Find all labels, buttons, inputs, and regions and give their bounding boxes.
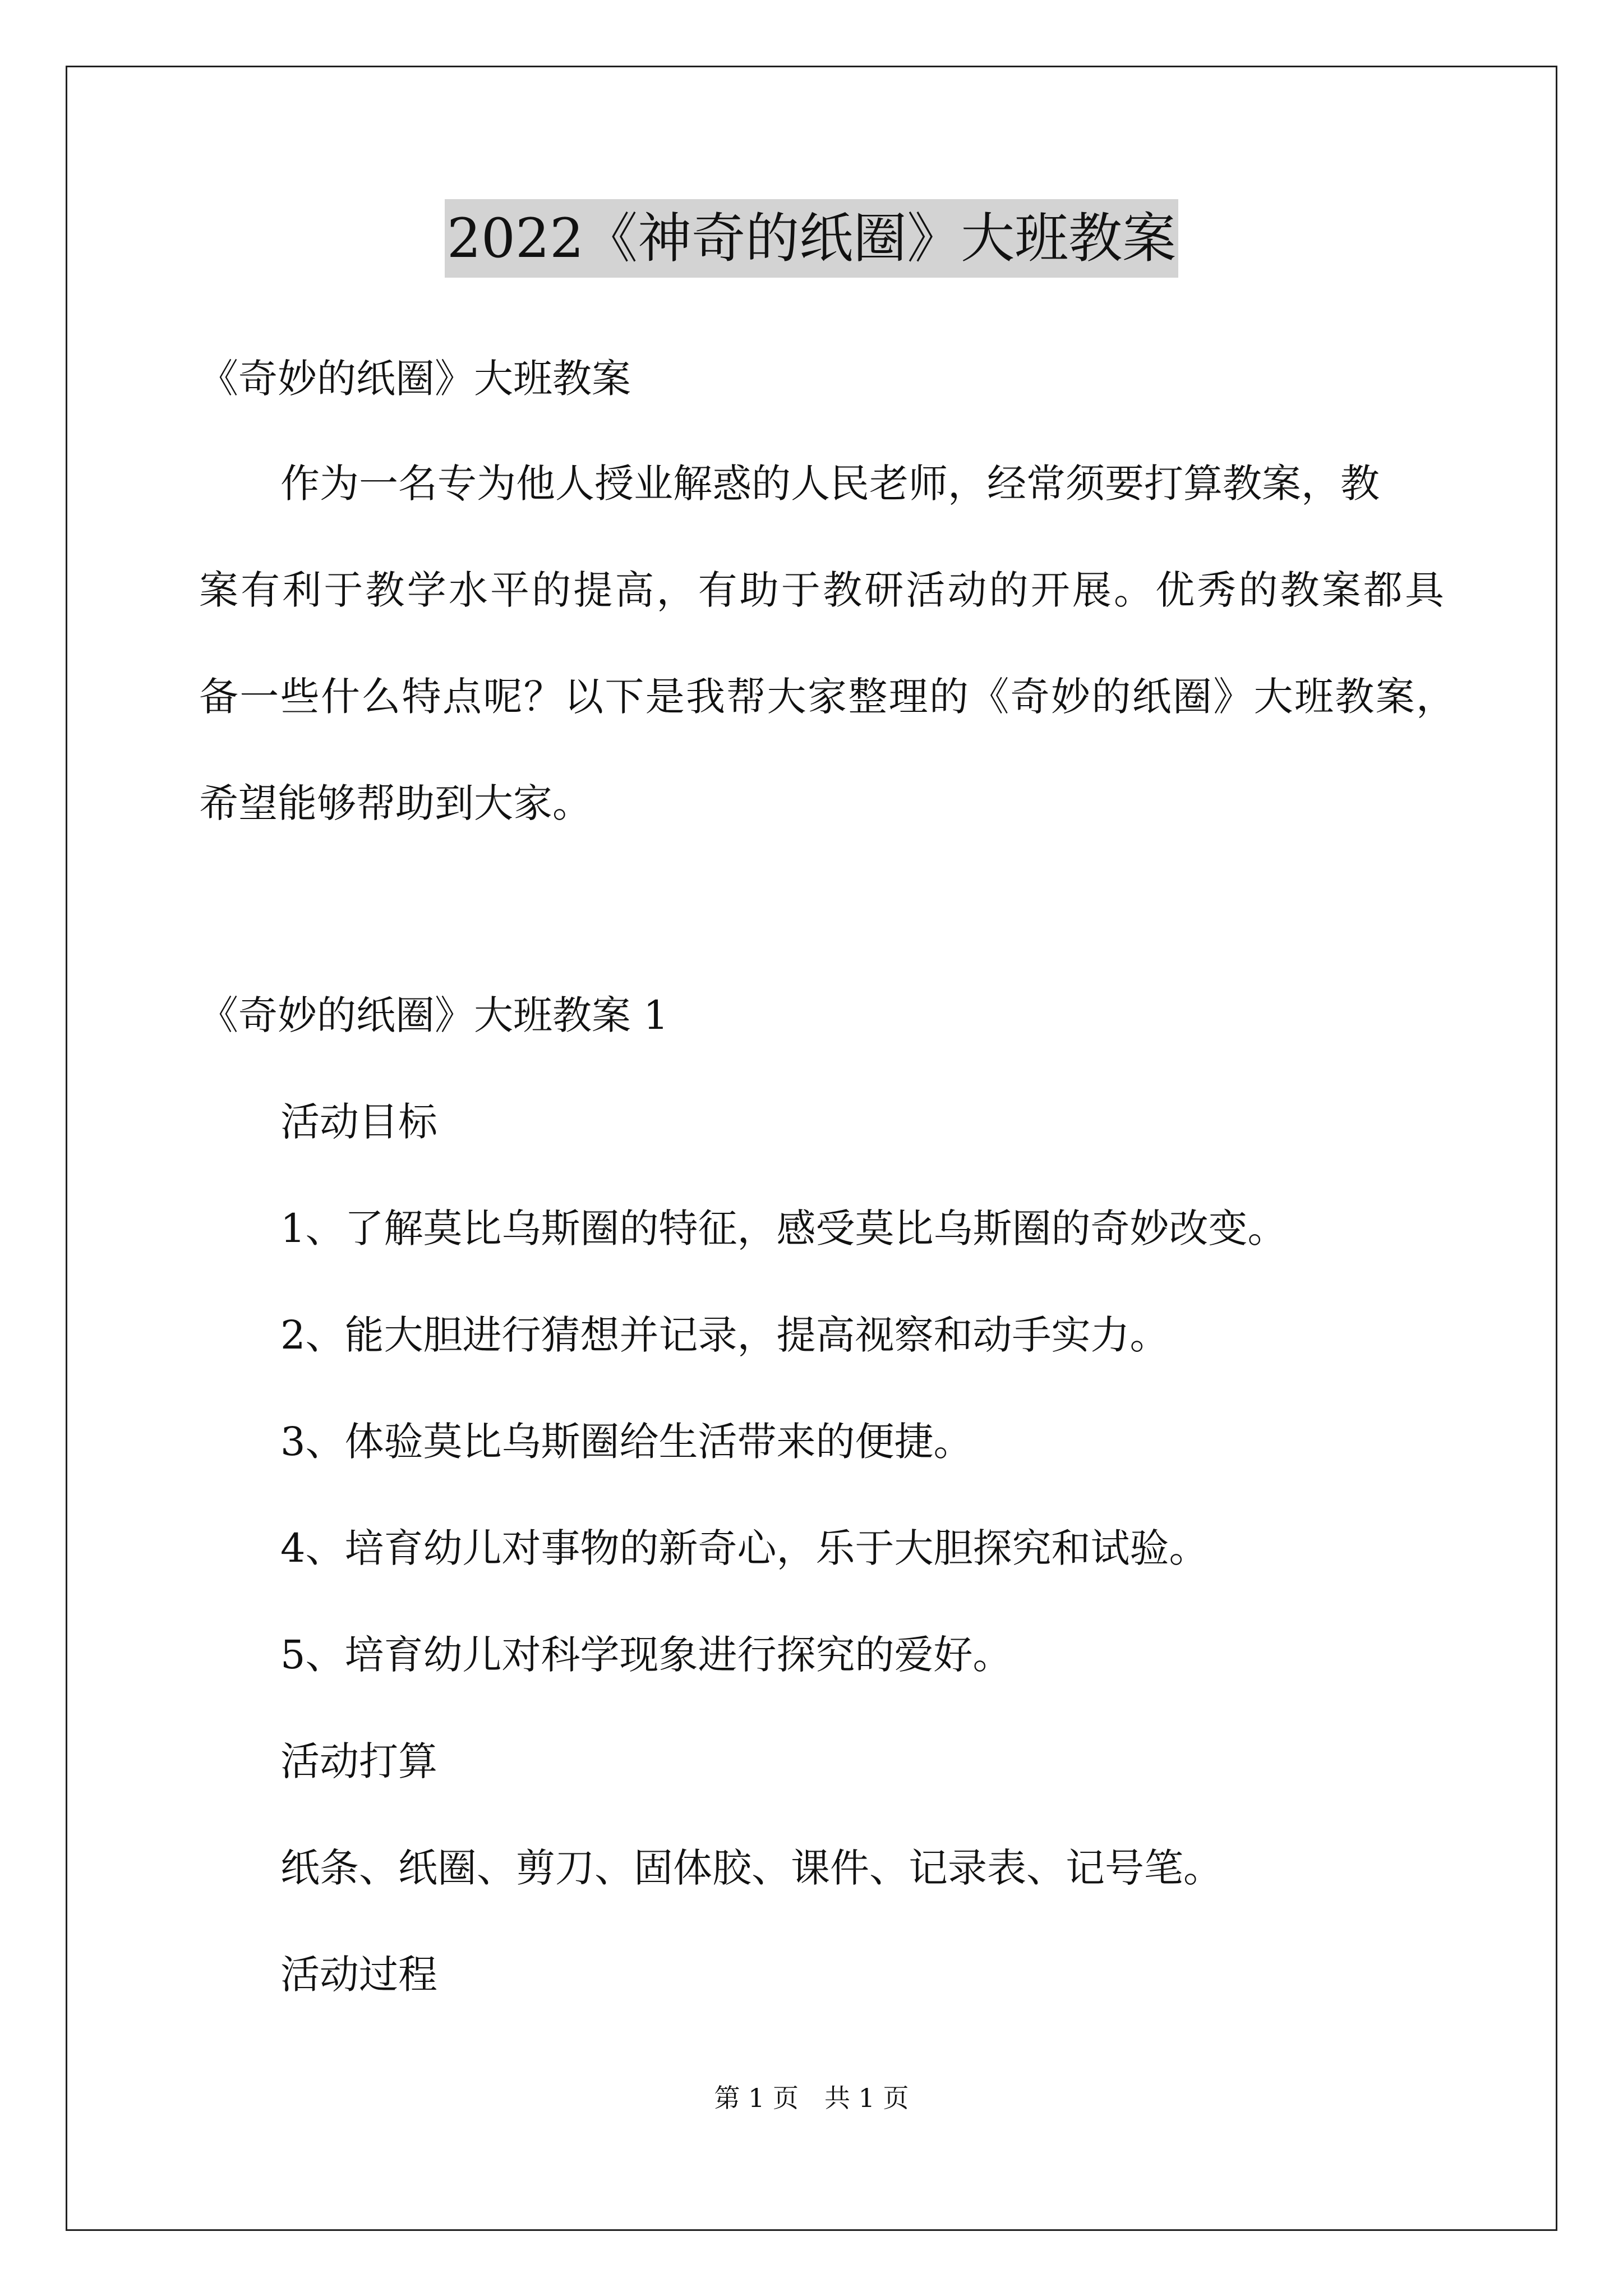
goals-heading: 活动目标 [280, 1099, 437, 1145]
process-heading: 活动过程 [280, 1952, 437, 1998]
goal-item-3: 3、体验莫比乌斯圈给生活带来的便捷。 [280, 1419, 973, 1465]
goal-item-1: 1、了解莫比乌斯圈的特征，感受莫比乌斯圈的奇妙改变。 [280, 1205, 1287, 1251]
document-title [0, 199, 1623, 278]
intro-line-4: 希望能够帮助到大家。 [199, 780, 592, 826]
prep-items: 纸条、纸圈、剪刀、固体胶、课件、记录表、记号笔。 [280, 1845, 1223, 1891]
subtitle: 《奇妙的纸圈》大班教案 [199, 356, 631, 402]
document-title-text: 2022《神奇的纸圈》大班教案 [445, 199, 1178, 278]
goal-item-5: 5、培育幼儿对科学现象进行探究的爱好。 [280, 1632, 1012, 1678]
goal-item-2: 2、能大胆进行猜想并记录，提高视察和动手实力。 [280, 1312, 1169, 1358]
intro-line-2: 案有利于教学水平的提高，有助于教研活动的开展。优秀的教案都具 [199, 567, 1444, 613]
prep-heading: 活动打算 [280, 1738, 437, 1784]
page-footer: 第 1 页 共 1 页 [714, 2083, 909, 2113]
goal-item-4: 4、培育幼儿对事物的新奇心，乐于大胆探究和试验。 [280, 1525, 1209, 1571]
section-heading: 《奇妙的纸圈》大班教案 1 [199, 992, 668, 1038]
intro-line-1: 作为一名专为他人授业解惑的人民老师，经常须要打算教案，教 [280, 461, 1380, 507]
intro-line-3: 备一些什么特点呢？以下是我帮大家整理的《奇妙的纸圈》大班教案， [199, 674, 1455, 720]
